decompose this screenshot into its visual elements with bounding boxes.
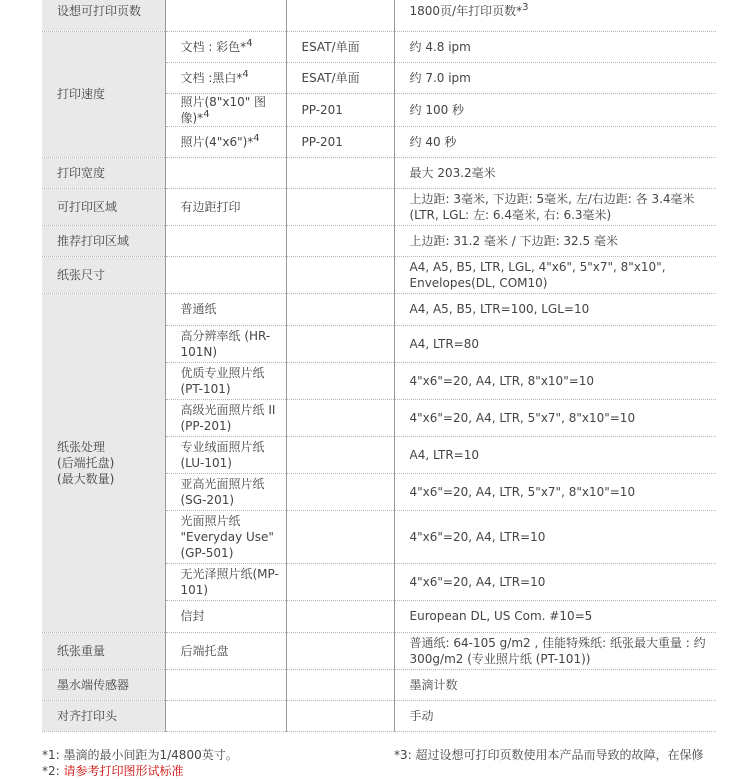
row-value: 4"x6"=20, A4, LTR=10 bbox=[394, 563, 716, 600]
row-value: A4, A5, B5, LTR=100, LGL=10 bbox=[394, 293, 716, 325]
table-row bbox=[42, 31, 716, 62]
row-value: 1800页/年打印页数*$^3$ bbox=[394, 0, 716, 31]
row-label: 打印宽度 bbox=[42, 157, 165, 188]
row-sublabel: 高级光面照片纸 II (PP-201) bbox=[165, 399, 286, 436]
row-sublabel: 信封 bbox=[165, 600, 286, 632]
row-label: 设想可打印页数 bbox=[42, 0, 165, 31]
row-condition: PP-201 bbox=[286, 126, 394, 157]
spec-table bbox=[42, 0, 716, 732]
row-value: 约 7.0 ipm bbox=[394, 62, 716, 93]
footnote-1: *1: 墨滴的最小间距为1/4800英寸。 bbox=[42, 748, 238, 762]
row-sublabel: 照片(4"x6")*$^4$ bbox=[165, 126, 286, 157]
row-label: 对齐打印头 bbox=[42, 700, 165, 731]
row-value: 手动 bbox=[394, 700, 716, 731]
table-row bbox=[42, 188, 716, 225]
row-label: 纸张尺寸 bbox=[42, 256, 165, 293]
row-label: 墨水端传感器 bbox=[42, 669, 165, 700]
row-sublabel: 文档 :黑白*$^4$ bbox=[165, 62, 286, 93]
row-value: 墨滴计数 bbox=[394, 669, 716, 700]
row-sublabel: 专业绒面照片纸 (LU-101) bbox=[165, 436, 286, 473]
row-value: A4, A5, B5, LTR, LGL, 4"x6", 5"x7", 8"x10", Envelopes(DL, COM10) bbox=[394, 256, 716, 293]
row-label: 推荐打印区域 bbox=[42, 225, 165, 256]
row-value: European DL, US Com. #10=5 bbox=[394, 600, 716, 632]
row-value: 上边距: 31.2 毫米 / 下边距: 32.5 毫米 bbox=[394, 225, 716, 256]
table-row bbox=[42, 225, 716, 256]
table-row bbox=[42, 669, 716, 700]
row-condition: ESAT/单面 bbox=[286, 31, 394, 62]
row-sublabel: 后端托盘 bbox=[165, 632, 286, 669]
row-value: 约 40 秒 bbox=[394, 126, 716, 157]
row-value: 4"x6"=20, A4, LTR=10 bbox=[394, 510, 716, 563]
row-sublabel: 高分辨率纸 (HR-101N) bbox=[165, 325, 286, 362]
row-value: 普通纸: 64-105 g/m2 , 佳能特殊纸: 纸张最大重量 : 约 300g/m2 (专业照片纸 (PT-101)) bbox=[394, 632, 716, 669]
row-sublabel: 普通纸 bbox=[165, 293, 286, 325]
row-label: 可打印区域 bbox=[42, 188, 165, 225]
row-sublabel: 光面照片纸 "Everyday Use" (GP-501) bbox=[165, 510, 286, 563]
row-value: A4, LTR=10 bbox=[394, 436, 716, 473]
row-value: 最大 203.2毫米 bbox=[394, 157, 716, 188]
table-row bbox=[42, 0, 716, 31]
row-value: A4, LTR=80 bbox=[394, 325, 716, 362]
row-value: 约 4.8 ipm bbox=[394, 31, 716, 62]
table-row bbox=[42, 157, 716, 188]
row-sublabel: 有边距打印 bbox=[165, 188, 286, 225]
row-value: 4"x6"=20, A4, LTR, 8"x10"=10 bbox=[394, 362, 716, 399]
row-sublabel: 无光泽照片纸(MP-101) bbox=[165, 563, 286, 600]
row-label: 纸张重量 bbox=[42, 632, 165, 669]
table-row bbox=[42, 700, 716, 731]
row-label: 纸张处理 (后端托盘) (最大数量) bbox=[42, 293, 165, 632]
row-sublabel: 文档 : 彩色*$^4$ bbox=[165, 31, 286, 62]
row-sublabel: 亚高光面照片纸 (SG-201) bbox=[165, 473, 286, 510]
row-value: 4"x6"=20, A4, LTR, 5"x7", 8"x10"=10 bbox=[394, 473, 716, 510]
row-value: 4"x6"=20, A4, LTR, 5"x7", 8"x10"=10 bbox=[394, 399, 716, 436]
footnote-2: *2: 请参考打印图形试标准 bbox=[42, 764, 184, 778]
row-sublabel: 优质专业照片纸 (PT-101) bbox=[165, 362, 286, 399]
row-value: 上边距: 3毫米, 下边距: 5毫米, 左/右边距: 各 3.4毫米 (LTR, LGL: 左: 6.4毫米, 右: 6.3毫米) bbox=[394, 188, 716, 225]
footnote-3: *3: 超过设想可打印页数使用本产品而导致的故障，在保修 bbox=[394, 748, 704, 762]
row-label: 打印速度 bbox=[42, 31, 165, 157]
footnote-2-link[interactable]: 请参考打印图形试标准 bbox=[63, 764, 184, 778]
row-sublabel: 照片(8"x10" 图像)*$^4$ bbox=[165, 93, 286, 126]
table-row bbox=[42, 293, 716, 325]
row-condition: ESAT/单面 bbox=[286, 62, 394, 93]
row-condition: PP-201 bbox=[286, 93, 394, 126]
table-row bbox=[42, 256, 716, 293]
row-value: 约 100 秒 bbox=[394, 93, 716, 126]
table-row bbox=[42, 632, 716, 669]
